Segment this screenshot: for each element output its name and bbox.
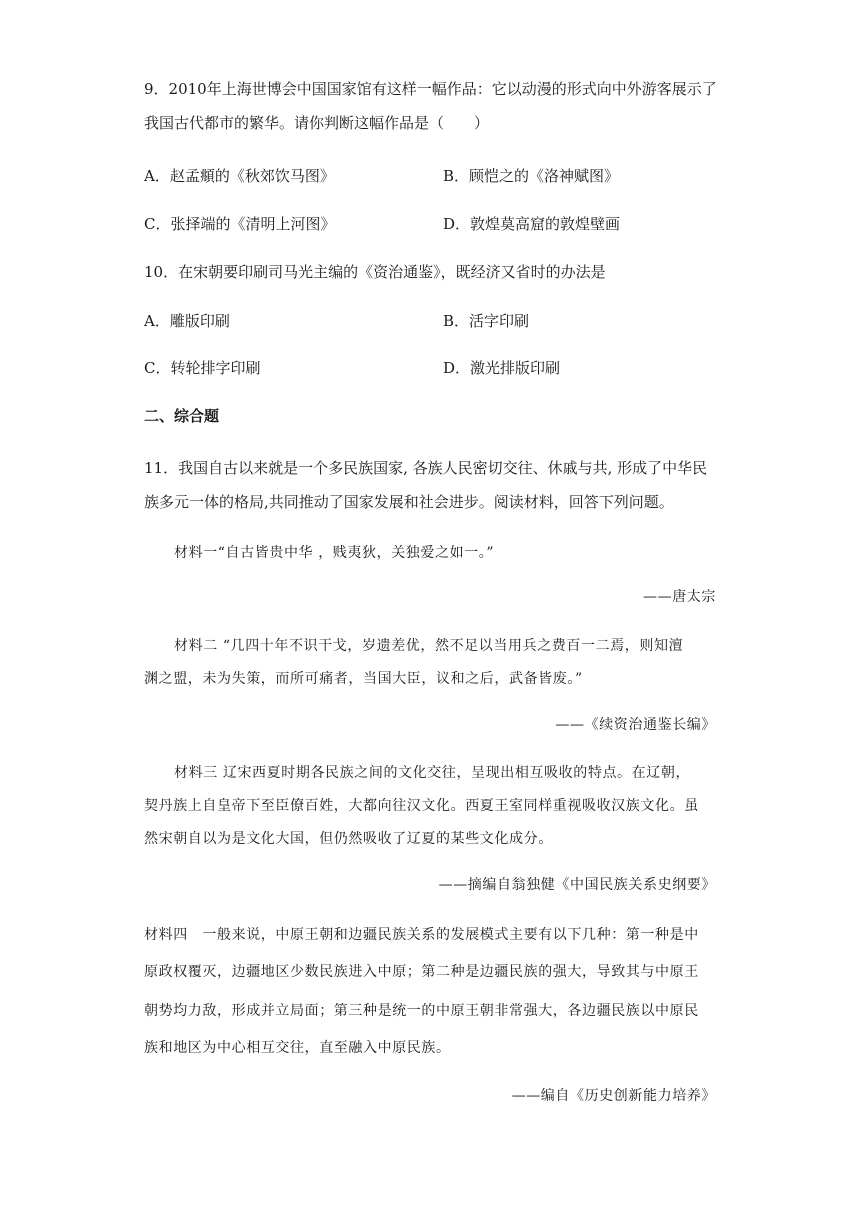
q9-option-b: B．顾恺之的《洛神赋图》 [443,167,620,185]
q9-option-c: C．张择端的《清明上河图》 [144,215,336,233]
q11-stem-line2: 族多元一体的格局,共同推动了国家发展和社会进步。阅读材料，回答下列问题。 [144,493,674,511]
material-3-line3: 然宋朝自以为是文化大国，但仍然吸收了辽夏的某些文化成分。 [144,831,553,847]
material-4-line3: 朝势均力敌，形成并立局面；第三种是统一的中原王朝非常强大，各边疆民族以中原民 [144,1003,699,1019]
q11-stem-line1: 11．我国自古以来就是一个多民族国家, 各族人民密切交往、休戚与共, 形成了中华民 [144,459,708,477]
material-1-text: 材料一“自古皆贵中华 ，贱夷狄，关独爱之如一。” [174,545,495,561]
material-4-line4: 族和地区为中心相互交往，直至融入中原民族。 [144,1040,451,1056]
q10-option-d: D．激光排版印刷 [443,359,561,377]
q10-stem: 10．在宋朝要印刷司马光主编的《资治通鉴》，既经济又省时的办法是 [144,263,606,281]
q10-option-a: A．雕版印刷 [144,312,230,330]
material-2-line2: 渊之盟，未为失策，而所可痛者，当国大臣，议和之后，武备皆废。” [144,671,583,687]
material-2-source: ——《续资治通鉴长编》 [555,717,716,733]
material-4-line1: 材料四 一般来说，中原王朝和边疆民族关系的发展模式主要有以下几种：第一种是中 [144,927,699,943]
q10-option-b: B．活字印刷 [443,312,530,330]
material-4-line2: 原政权覆灭，边疆地区少数民族进入中原；第二种是边疆民族的强大，导致其与中原王 [144,964,699,980]
material-3-source: ——摘编自翁独健《中国民族关系史纲要》 [438,877,716,893]
material-1-source: ——唐太宗 [643,589,716,605]
q9-stem-line1: 9．2010年上海世博会中国国家馆有这样一幅作品：它以动漫的形式向中外游客展示了 [144,80,717,98]
section-heading: 二、综合题 [144,407,220,425]
material-2-line1: 材料二 “几四十年不识干戈，岁遗差优，然不足以当用兵之费百一二焉，则知澶 [174,638,684,654]
q9-stem-line2: 我国古代都市的繁华。请你判断这幅作品是（ ） [144,114,490,132]
q9-option-a: A．赵孟頫的《秋郊饮马图》 [144,167,335,185]
q10-option-c: C．转轮排字印刷 [144,359,261,377]
q9-option-d: D．敦煌莫高窟的敦煌壁画 [443,215,621,233]
material-3-line1: 材料三 辽宋西夏时期各民族之间的文化交往，呈现出相互吸收的特点。在辽朝， [174,765,691,781]
material-3-line2: 契丹族上自皇帝下至臣僚百姓，大都向往汉文化。西夏王室同样重视吸收汉族文化。虽 [144,798,699,814]
material-4-source: ——编自《历史创新能力培养》 [511,1088,716,1104]
